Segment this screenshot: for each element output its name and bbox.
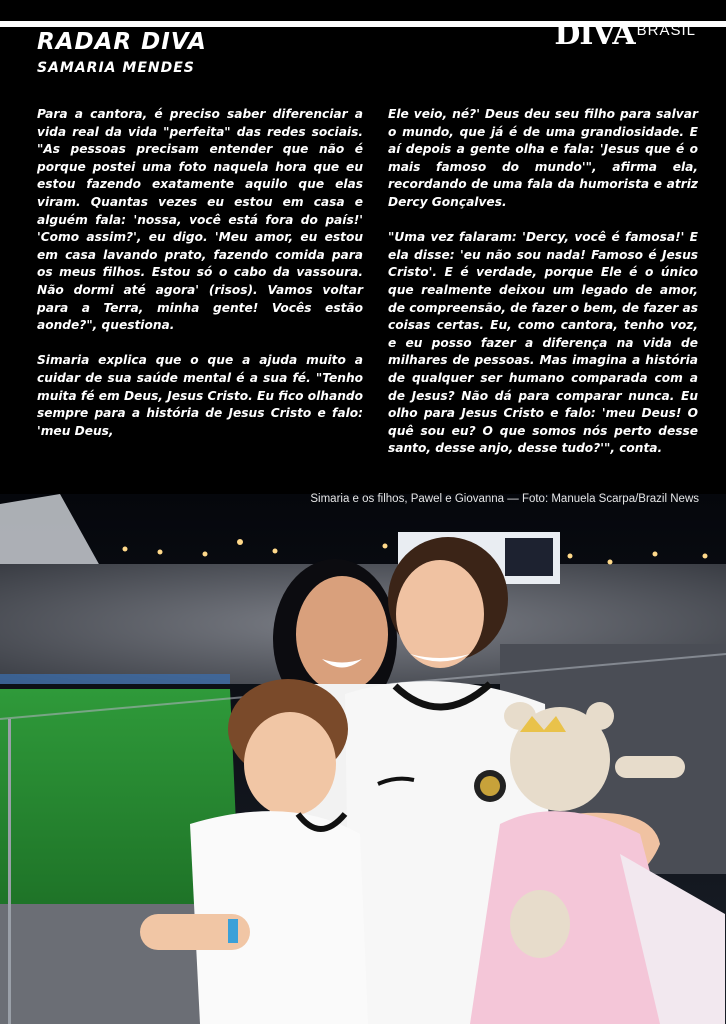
family-photo [0, 494, 726, 1024]
logo-sub-text: BRASIL [636, 22, 696, 39]
article-column-right [388, 106, 698, 475]
article-paragraph: "Uma vez falaram: 'Dercy, você é famosa!' E ela disse: 'eu não sou nada! Famoso é Jesus Cristo'. E é verdade, porque Ele é o único que realmente deixou um legado de amor, de compreensão, de fazer o bem, de fazer as coisas certas. Eu, como cantora, tenho voz, e eu posso fazer a diferença na vida de milhares de pessoas. Mas imagina a história de qualquer ser humano comparada com a de Jesus? Não dá para comparar nunca. Eu olho para Jesus Cristo e falo: 'meu Deus! O quê sou eu? O que somos nós perto desse santo, desse anjo, desse tudo?'", conta. [388, 230, 698, 456]
section-title: RADAR DIVA [37, 29, 207, 55]
article-paragraph: Simaria explica que o que a ajuda muito a cuidar de sua saúde mental é a sua fé. "Tenho muita fé em Deus, Jesus Cristo. Eu fico olhando sempre para a história de Jesus Cristo e falo: 'meu Deus, [37, 353, 363, 438]
article-paragraph: Para a cantora, é preciso saber diferenciar a vida real da vida "perfeita" das redes sociais. "As pessoas precisam entender que não é porque postei uma foto naquela hora que eu estou fazendo exatamente aquilo que elas viram. Quantas vezes eu estou em casa e alguém fala: 'nossa, você está fora do país!' 'Como assim?', eu digo. 'Meu amor, eu estou em casa lavando prato, fazendo comida para os meus filhos. Estou só o cabo da vassoura. Não dormi até agora' (risos). Vamos voltar para a Terra, minha gente! Vocês estão aonde?", questiona. [37, 107, 363, 333]
logo-main-text: DIVA [554, 17, 635, 52]
article-column-left [37, 106, 363, 458]
magazine-logo [554, 17, 696, 52]
article-subject: SAMARIA MENDES [37, 60, 195, 76]
photo-caption: Simaria e os filhos, Pawel e Giovanna — Foto: Manuela Scarpa/Brazil News [310, 493, 699, 505]
article-paragraph: Ele veio, né?' Deus deu seu filho para salvar o mundo, que já é de uma grandiosidade. E aí depois a gente olha e fala: 'Jesus que é o mais famoso do mundo'", afirma ela, recordando de uma fala da humorista e atriz Dercy Gonçalves. [388, 107, 698, 209]
